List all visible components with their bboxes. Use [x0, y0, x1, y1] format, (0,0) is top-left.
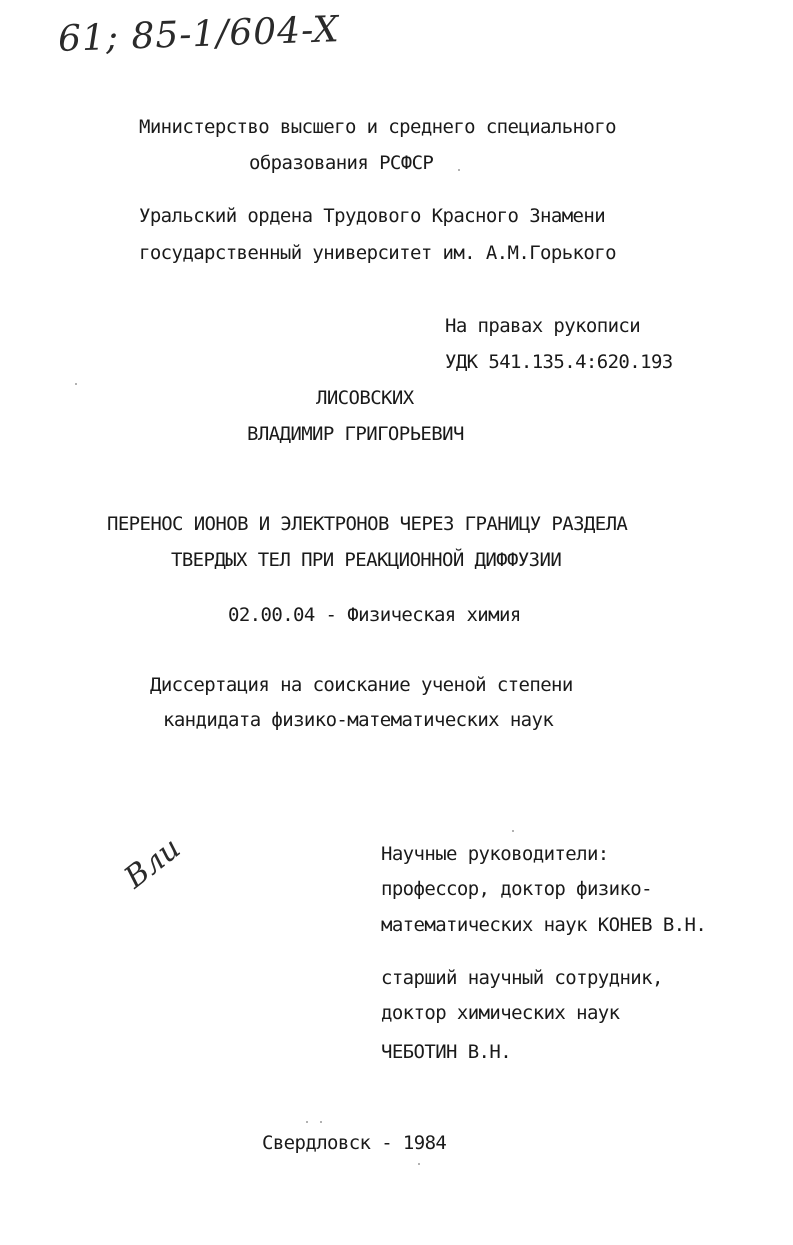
scan-speck — [75, 383, 77, 385]
specialty: 02.00.04 - Физическая химия — [228, 604, 521, 626]
supervisor-1-line-1: профессор, доктор физико- — [381, 878, 652, 900]
supervisor-2-line-3: ЧЕБОТИН В.Н. — [381, 1041, 512, 1063]
supervisor-2-line-2: доктор химических наук — [381, 1002, 620, 1024]
title-line-2: ТВЕРДЫХ ТЕЛ ПРИ РЕАКЦИОННОЙ ДИФФУЗИИ — [171, 549, 562, 571]
stray-dot — [458, 169, 460, 171]
supervisor-2-line-1: старший научный сотрудник, — [381, 967, 663, 989]
supervisor-1-line-2: математических наук КОНЕВ В.Н. — [381, 914, 707, 936]
supervisors-heading: Научные руководители: — [381, 843, 609, 865]
ministry-line-2: образования РСФСР — [249, 152, 434, 174]
author-name: ВЛАДИМИР ГРИГОРЬЕВИЧ — [247, 423, 464, 445]
title-line-1: ПЕРЕНОС ИОНОВ И ЭЛЕКТРОНОВ ЧЕРЕЗ ГРАНИЦУ РАЗДЕЛА — [107, 513, 628, 535]
scan-speck — [320, 1121, 322, 1123]
scan-speck — [306, 1121, 308, 1123]
degree-line-2: кандидата физико-математических наук — [163, 709, 554, 731]
rights-note: На правах рукописи — [445, 315, 641, 337]
author-surname: ЛИСОВСКИХ — [316, 387, 414, 409]
ministry-line-1: Министерство высшего и среднего специального — [139, 116, 616, 138]
udc-code: УДК 541.135.4:620.193 — [445, 351, 673, 373]
handwritten-signature-mark: Вли — [118, 830, 188, 896]
scan-speck — [512, 830, 514, 832]
city-year: Свердловск - 1984 — [262, 1132, 447, 1154]
degree-line-1: Диссертация на соискание ученой степени — [150, 674, 573, 696]
scan-speck — [418, 1163, 420, 1165]
university-line-1: Уральский ордена Трудового Красного Знамени — [139, 205, 606, 227]
archive-code-handwritten: 61; 85-1/604-X — [57, 9, 341, 60]
university-line-2: государственный университет им. А.М.Горького — [139, 242, 616, 264]
